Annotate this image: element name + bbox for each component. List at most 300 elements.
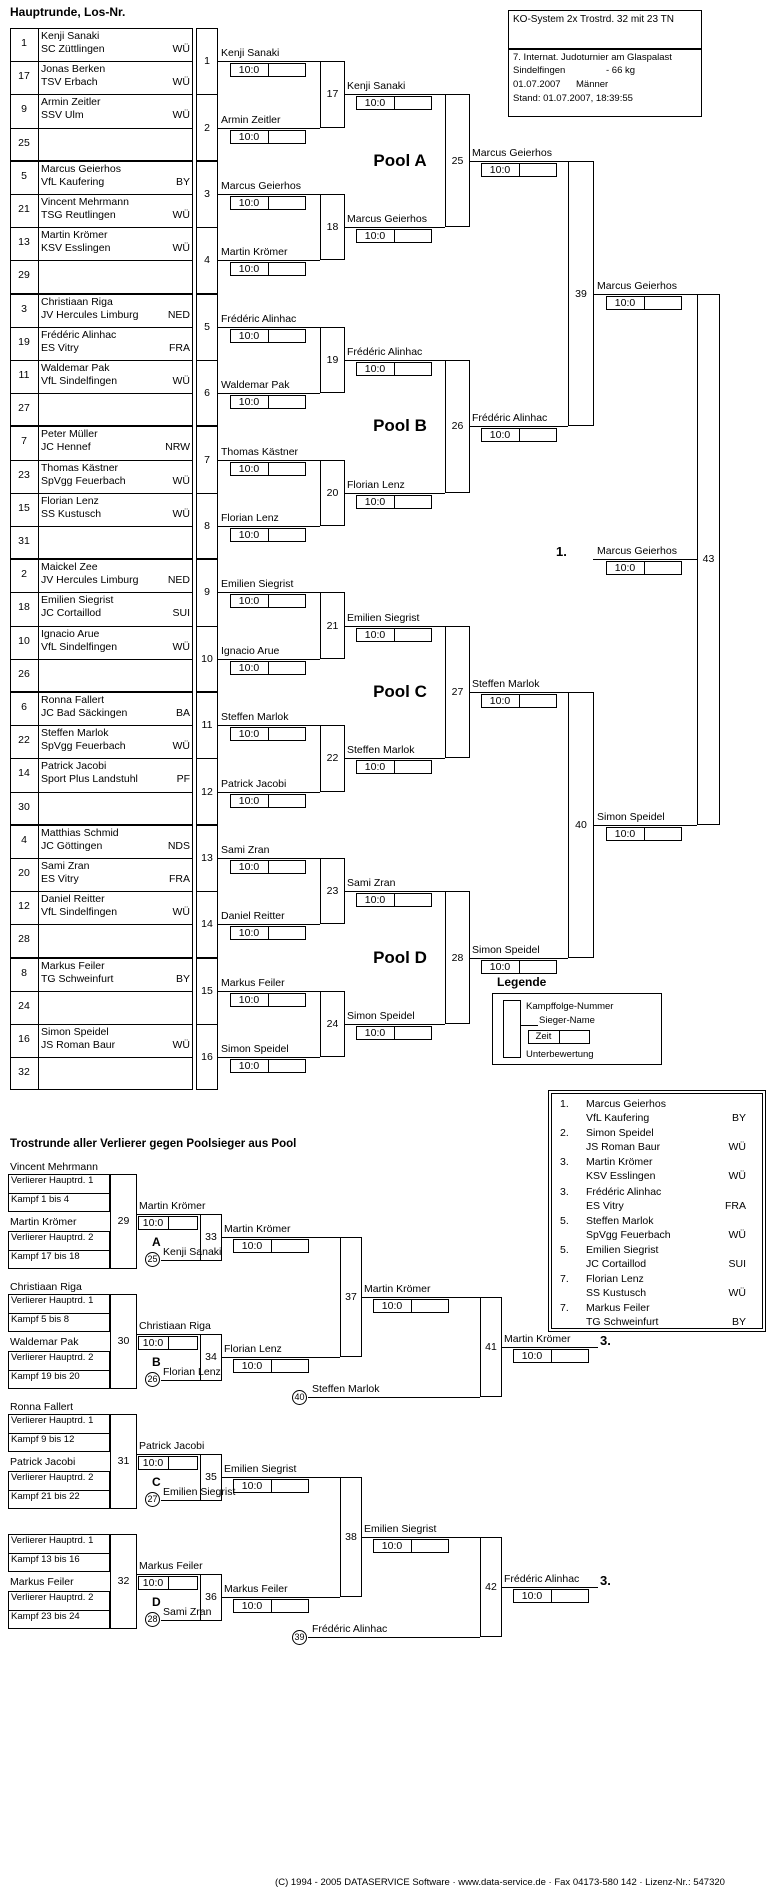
footer-text: (C) 1994 - 2005 DATASERVICE Software · www.data-service.de · Fax 04173-580 142 · Lizenz-Nr.: 547320: [275, 1877, 725, 1888]
winner-name: Simon Speidel: [221, 1043, 289, 1056]
loser-ref-name: Sami Zran: [163, 1606, 212, 1618]
score-box-divider: [519, 694, 520, 708]
winner-name: Thomas Kästner: [221, 445, 299, 458]
lot-number: 18: [18, 601, 30, 614]
lot-number: 17: [18, 70, 30, 83]
bracket-line: [345, 891, 445, 892]
winner-name: Marcus Geierhos: [221, 180, 301, 192]
winner-name: Martin Krömer: [224, 1223, 291, 1235]
table-divider: [10, 626, 193, 627]
placement-region: BY: [731, 1316, 746, 1329]
competitor-region: WÜ: [172, 474, 190, 487]
score-value: 10:0: [238, 396, 260, 409]
score-box-divider: [271, 1479, 272, 1493]
competitor-name: Steffen Marlok: [41, 727, 109, 740]
match-number: 37: [345, 1291, 357, 1303]
winner-name: Waldemar Pak: [221, 379, 290, 392]
placement-region: WÜ: [728, 1170, 746, 1183]
bracket-line: [218, 858, 320, 859]
winner-name: Martin Krömer: [221, 246, 288, 259]
score-box-divider: [519, 960, 520, 974]
table-divider: [10, 360, 193, 361]
match-number: 23: [326, 885, 339, 898]
placement-club: ES Vitry: [586, 1199, 624, 1212]
score-box-divider: [268, 63, 269, 77]
score-box-divider: [168, 1456, 169, 1470]
match-number: 19: [326, 354, 339, 366]
score-box-divider: [411, 1299, 412, 1313]
score-value: 10:0: [489, 163, 511, 176]
placement-rank: 7.: [560, 1273, 569, 1286]
match-number: 42: [485, 1581, 497, 1593]
winner-name: Frédéric Alinhac: [347, 346, 423, 358]
score-box-divider: [268, 196, 269, 210]
match-number: 6: [204, 387, 210, 400]
competitor-club: JC Bad Säckingen: [41, 707, 128, 719]
winner-name: Emilien Siegrist: [347, 611, 420, 624]
placement-club: KSV Esslingen: [586, 1170, 656, 1183]
loser-ref-name: Frédéric Alinhac: [312, 1623, 388, 1635]
score-value: 10:0: [142, 1577, 164, 1589]
winner-name: Markus Feiler: [139, 1560, 203, 1572]
pool-letter: B: [152, 1355, 161, 1369]
score-box-divider: [168, 1576, 169, 1590]
placement-name: Steffen Marlok: [586, 1214, 654, 1227]
source-label: Kampf 13 bis 16: [11, 1554, 80, 1565]
score-value: 10:0: [238, 794, 260, 807]
competitor-club: TSG Reutlingen: [41, 209, 116, 221]
match-number: 20: [326, 486, 339, 499]
competitor-club: JC Cortaillod: [41, 607, 102, 620]
bracket-line: [137, 1574, 200, 1575]
table-divider: [10, 260, 193, 261]
info-system-text: KO-System 2x Trostrd. 32 mit 23 TN: [513, 14, 674, 25]
score-box-divider: [268, 262, 269, 276]
score-value: 10:0: [364, 761, 386, 774]
bracket-line: [218, 1057, 320, 1058]
loser-name-mid: Martin Krömer: [10, 1216, 77, 1228]
loser-ref-circle: 39: [292, 1630, 307, 1645]
placement-name: Martin Krömer: [586, 1156, 653, 1169]
match-number: 29: [117, 1215, 130, 1227]
competitor-region: WÜ: [172, 109, 190, 122]
score-value: 10:0: [142, 1337, 164, 1349]
lot-number: 16: [18, 1033, 30, 1045]
source-label: Verlierer Hauptrd. 1: [11, 1175, 94, 1186]
table-divider: [10, 1057, 193, 1058]
info-city-text: Sindelfingen: [513, 65, 566, 76]
table-divider: [10, 227, 193, 228]
table-divider: [196, 758, 218, 759]
competitor-name: Florian Lenz: [41, 494, 99, 507]
bracket-line: [470, 692, 568, 693]
source-label: Kampf 23 bis 24: [11, 1611, 80, 1622]
winner-name: Markus Feiler: [221, 976, 285, 989]
competitor-club: SS Kustusch: [41, 507, 102, 520]
competitor-region: WÜ: [172, 1039, 190, 1051]
score-value: 10:0: [364, 894, 386, 907]
placement-name: Marcus Geierhos: [586, 1098, 666, 1110]
table-divider: [10, 725, 193, 726]
competitor-name: Martin Krömer: [41, 229, 108, 242]
score-box-divider: [268, 329, 269, 343]
consolation-title: Trostrunde aller Verlierer gegen Poolsieger aus Pool: [10, 1138, 297, 1150]
pool-label: Pool B: [373, 416, 427, 436]
source-label: Verlierer Hauptrd. 2: [11, 1352, 94, 1363]
score-value: 10:0: [241, 1480, 263, 1492]
table-divider: [196, 1024, 218, 1025]
winner-name: Daniel Reitter: [221, 910, 285, 923]
score-box-divider: [519, 428, 520, 442]
score-box-divider: [268, 727, 269, 741]
match-number: 33: [205, 1231, 217, 1243]
bracket-line: [345, 758, 445, 759]
table-divider: [10, 659, 193, 660]
match-number: 36: [205, 1591, 217, 1603]
bracket-line: [161, 1260, 200, 1261]
score-value: 10:0: [142, 1217, 164, 1229]
competitor-region: WÜ: [172, 906, 190, 919]
champion-rank: 1.: [556, 544, 567, 560]
match-number: 17: [326, 88, 339, 101]
lot-number: 2: [21, 568, 27, 581]
lot-number: 4: [21, 833, 27, 846]
competitor-region: FRA: [169, 873, 190, 885]
bracket-line: [345, 1024, 445, 1025]
match-number: 18: [326, 221, 339, 234]
score-value: 10:0: [241, 1360, 263, 1372]
competitor-club: JC Hennef: [41, 441, 91, 454]
table-divider: [10, 991, 193, 992]
bracket-line: [218, 592, 320, 593]
competitor-club: SpVgg Feuerbach: [41, 740, 126, 753]
third-place-rank: 3.: [600, 1573, 611, 1588]
table-divider: [196, 94, 218, 95]
competitor-region: WÜ: [172, 507, 190, 520]
table-divider: [10, 493, 193, 494]
loser-name-top: Christiaan Riga: [10, 1281, 82, 1293]
loser-ref-circle: 27: [145, 1492, 160, 1507]
winner-name: Sami Zran: [347, 877, 396, 890]
score-box-divider: [394, 893, 395, 907]
lot-number: 32: [18, 1066, 30, 1079]
competitor-club: KSV Esslingen: [41, 242, 111, 255]
score-box-divider: [271, 1599, 272, 1613]
bracket-line: [218, 260, 320, 261]
bracket-line: [308, 1637, 480, 1638]
bracket-line: [345, 94, 445, 95]
match-number: 1: [204, 55, 210, 68]
bracket-line: [137, 1454, 200, 1455]
info-weight-text: - 66 kg: [606, 65, 636, 76]
score-box-divider: [644, 296, 645, 310]
score-box-divider: [271, 1359, 272, 1373]
match-number: 26: [451, 420, 464, 433]
score-box-divider: [394, 362, 395, 376]
lot-number: 26: [18, 667, 30, 680]
bracket-line: [345, 493, 445, 494]
match-number: 24: [326, 1018, 339, 1030]
source-label: Verlierer Hauptrd. 1: [11, 1535, 94, 1546]
score-box-divider: [519, 163, 520, 177]
competitor-region: WÜ: [172, 43, 190, 55]
placement-rank: 2.: [560, 1127, 569, 1140]
legend-sub-label: Unterbewertung: [526, 1049, 594, 1060]
winner-name: Patrick Jacobi: [139, 1440, 205, 1452]
competitor-region: BY: [175, 972, 190, 985]
lot-number: 24: [18, 999, 30, 1012]
bracket-line: [470, 426, 568, 427]
competitor-club: VfL Sindelfingen: [41, 640, 118, 653]
info-gender-text: Männer: [576, 79, 609, 90]
score-box-divider: [644, 561, 645, 575]
source-label: Kampf 9 bis 12: [11, 1434, 75, 1445]
score-box-divider: [268, 462, 269, 476]
lot-number: 14: [18, 767, 30, 780]
match-number: 16: [201, 1051, 213, 1064]
table-divider: [10, 758, 193, 759]
score-box-divider: [268, 130, 269, 144]
competitor-club: TG Schweinfurt: [41, 972, 114, 985]
bracket-line: [502, 1587, 598, 1588]
match-number: 30: [117, 1335, 130, 1347]
score-value: 10:0: [238, 263, 260, 276]
match-number: 32: [117, 1575, 130, 1587]
lot-number: 8: [21, 966, 27, 979]
match-number: 39: [575, 287, 587, 300]
placement-region: SUI: [728, 1258, 746, 1270]
lot-number: 25: [18, 136, 30, 149]
score-box-divider: [411, 1539, 412, 1553]
source-label: Kampf 1 bis 4: [11, 1194, 70, 1205]
lot-number: 12: [18, 900, 30, 913]
winner-name: Marcus Geierhos: [597, 545, 677, 558]
winner-name: Simon Speidel: [347, 1010, 415, 1022]
table-divider: [10, 1024, 193, 1025]
source-label: Kampf 19 bis 20: [11, 1371, 80, 1382]
loser-ref-name: Kenji Sanaki: [163, 1246, 222, 1258]
competitor-club: JV Hercules Limburg: [41, 574, 139, 587]
score-box-divider: [394, 229, 395, 243]
table-divider: [10, 858, 193, 859]
score-value: 10:0: [614, 562, 636, 575]
winner-name: Marcus Geierhos: [597, 279, 677, 292]
placement-name: Simon Speidel: [586, 1127, 654, 1140]
competitor-name: Daniel Reitter: [41, 893, 105, 906]
match-number: 15: [201, 984, 213, 997]
score-box-divider: [268, 528, 269, 542]
match-number: 25: [451, 154, 464, 167]
competitor-club: TSV Erbach: [41, 76, 98, 89]
score-box-divider: [551, 1349, 552, 1363]
score-box-divider: [268, 395, 269, 409]
competitor-club: ES Vitry: [41, 873, 79, 885]
score-box-divider: [268, 993, 269, 1007]
competitor-club: VfL Kaufering: [41, 175, 105, 188]
table-divider: [196, 360, 218, 361]
competitor-region: WÜ: [172, 740, 190, 753]
placement-rank: 3.: [560, 1185, 569, 1198]
score-box-divider: [394, 628, 395, 642]
bracket-line: [594, 294, 697, 295]
bracket-line: [345, 360, 445, 361]
lot-number: 10: [18, 634, 30, 647]
table-divider: [10, 924, 193, 925]
winner-name: Florian Lenz: [224, 1343, 282, 1355]
pool-label: Pool A: [373, 150, 427, 170]
bracket-line: [345, 227, 445, 228]
pool-label: Pool D: [373, 947, 427, 967]
bracket-line: [218, 792, 320, 793]
bracket-line: [137, 1334, 200, 1335]
page-title: Hauptrunde, Los-Nr.: [10, 5, 126, 19]
score-box-divider: [268, 794, 269, 808]
bracket-line: [362, 1537, 480, 1538]
winner-name: Frédéric Alinhac: [504, 1573, 580, 1585]
competitor-name: Jonas Berken: [41, 63, 106, 76]
source-label: Verlierer Hauptrd. 2: [11, 1232, 94, 1243]
lot-number: 9: [21, 103, 27, 116]
legend-column-sample: [503, 1000, 521, 1058]
score-value: 10:0: [238, 1060, 260, 1073]
winner-name: Christiaan Riga: [139, 1320, 211, 1332]
placement-club: TG Schweinfurt: [586, 1316, 659, 1329]
competitor-name: Markus Feiler: [41, 959, 105, 972]
competitor-name: Sami Zran: [41, 860, 90, 872]
placement-rank: 3.: [560, 1156, 569, 1169]
score-value: 10:0: [238, 462, 260, 475]
competitor-region: NED: [167, 308, 190, 321]
competitor-region: FRA: [169, 341, 190, 354]
winner-name: Steffen Marlok: [221, 711, 289, 724]
score-value: 10:0: [238, 329, 260, 342]
bracket-line: [161, 1620, 200, 1621]
info-event-text: 7. Internat. Judoturnier am Glaspalast: [513, 52, 672, 63]
source-label: Verlierer Hauptrd. 2: [11, 1592, 94, 1603]
score-value: 10:0: [238, 993, 260, 1006]
table-divider: [10, 891, 193, 892]
bracket-line: [470, 161, 568, 162]
lot-number: 27: [18, 402, 30, 415]
winner-name: Frédéric Alinhac: [221, 312, 297, 325]
competitor-name: Kenji Sanaki: [41, 30, 100, 42]
score-value: 10:0: [238, 728, 260, 741]
score-box-divider: [168, 1216, 169, 1230]
winner-name: Kenji Sanaki: [221, 47, 280, 60]
score-value: 10:0: [142, 1457, 164, 1469]
score-value: 10:0: [238, 64, 260, 77]
placement-club: SS Kustusch: [586, 1287, 647, 1300]
loser-ref-name: Florian Lenz: [163, 1366, 221, 1378]
winner-name: Kenji Sanaki: [347, 80, 406, 93]
score-value: 10:0: [364, 1027, 386, 1039]
score-box-divider: [268, 926, 269, 940]
legend-line: [521, 1025, 538, 1026]
competitor-club: SC Züttlingen: [41, 43, 105, 55]
competitor-region: BA: [175, 707, 190, 719]
winner-name: Florian Lenz: [221, 512, 279, 524]
placement-club: SpVgg Feuerbach: [586, 1228, 671, 1241]
match-number: 2: [204, 121, 210, 134]
score-box-divider: [394, 1026, 395, 1040]
competitor-club: VfL Sindelfingen: [41, 906, 118, 919]
table-divider: [196, 626, 218, 627]
lot-number: 30: [18, 800, 30, 813]
bracket-line: [308, 1397, 480, 1398]
competitor-region: NRW: [165, 441, 190, 454]
competitor-region: WÜ: [172, 242, 190, 255]
placement-name: Frédéric Alinhac: [586, 1185, 662, 1198]
winner-name: Markus Feiler: [224, 1583, 288, 1595]
competitor-region: WÜ: [172, 640, 190, 653]
bracket-line: [218, 327, 320, 328]
score-value: 10:0: [238, 595, 260, 608]
loser-ref-circle: 28: [145, 1612, 160, 1627]
competitor-name: Matthias Schmid: [41, 826, 119, 839]
source-label: Kampf 21 bis 22: [11, 1491, 80, 1502]
score-box-divider: [268, 860, 269, 874]
competitor-club: SSV Ulm: [41, 109, 84, 122]
source-label: Kampf 17 bis 18: [11, 1251, 80, 1262]
competitor-club: Sport Plus Landstuhl: [41, 773, 138, 786]
lot-number: 31: [18, 535, 30, 547]
score-box-divider: [644, 827, 645, 841]
table-divider: [10, 327, 193, 328]
lot-number: 6: [21, 701, 27, 713]
loser-name-mid: Markus Feiler: [10, 1576, 74, 1588]
score-value: 10:0: [238, 197, 260, 209]
score-value: 10:0: [614, 296, 636, 309]
bracket-line: [222, 1237, 340, 1238]
winner-name: Ignacio Arue: [221, 644, 280, 657]
winner-name: Martin Krömer: [504, 1333, 571, 1345]
legend-score-divider: [559, 1030, 560, 1044]
table-divider: [10, 393, 193, 394]
match-number: 21: [326, 619, 339, 632]
score-value: 10:0: [489, 960, 511, 973]
bracket-line: [593, 559, 697, 560]
score-value: 10:0: [381, 1300, 403, 1312]
competitor-name: Vincent Mehrmann: [41, 196, 129, 208]
match-number: 10: [201, 652, 213, 665]
bracket-line: [222, 1597, 340, 1598]
score-value: 10:0: [238, 661, 260, 674]
match-number: 35: [205, 1471, 217, 1483]
lot-number: 7: [21, 435, 27, 448]
bracket-line: [470, 958, 568, 959]
placement-region: WÜ: [728, 1228, 746, 1241]
lot-number: 1: [21, 37, 27, 49]
lot-number: 13: [18, 236, 30, 249]
bracket-line: [161, 1500, 200, 1501]
score-box-divider: [394, 96, 395, 110]
match-number: 27: [451, 686, 464, 698]
bracket-line: [161, 1380, 200, 1381]
score-box-divider: [268, 594, 269, 608]
table-divider: [10, 128, 193, 129]
winner-name: Florian Lenz: [347, 478, 405, 491]
winner-name: Martin Krömer: [364, 1283, 431, 1295]
match-number: 14: [201, 918, 213, 931]
lot-number: 19: [18, 335, 30, 348]
match-number: 12: [201, 785, 213, 798]
match-number: 8: [204, 520, 210, 532]
score-value: 10:0: [241, 1240, 263, 1252]
competitor-club: ES Vitry: [41, 341, 79, 354]
table-divider: [10, 460, 193, 461]
legend-time-label: Zeit: [535, 1031, 552, 1042]
score-value: 10:0: [238, 130, 260, 143]
